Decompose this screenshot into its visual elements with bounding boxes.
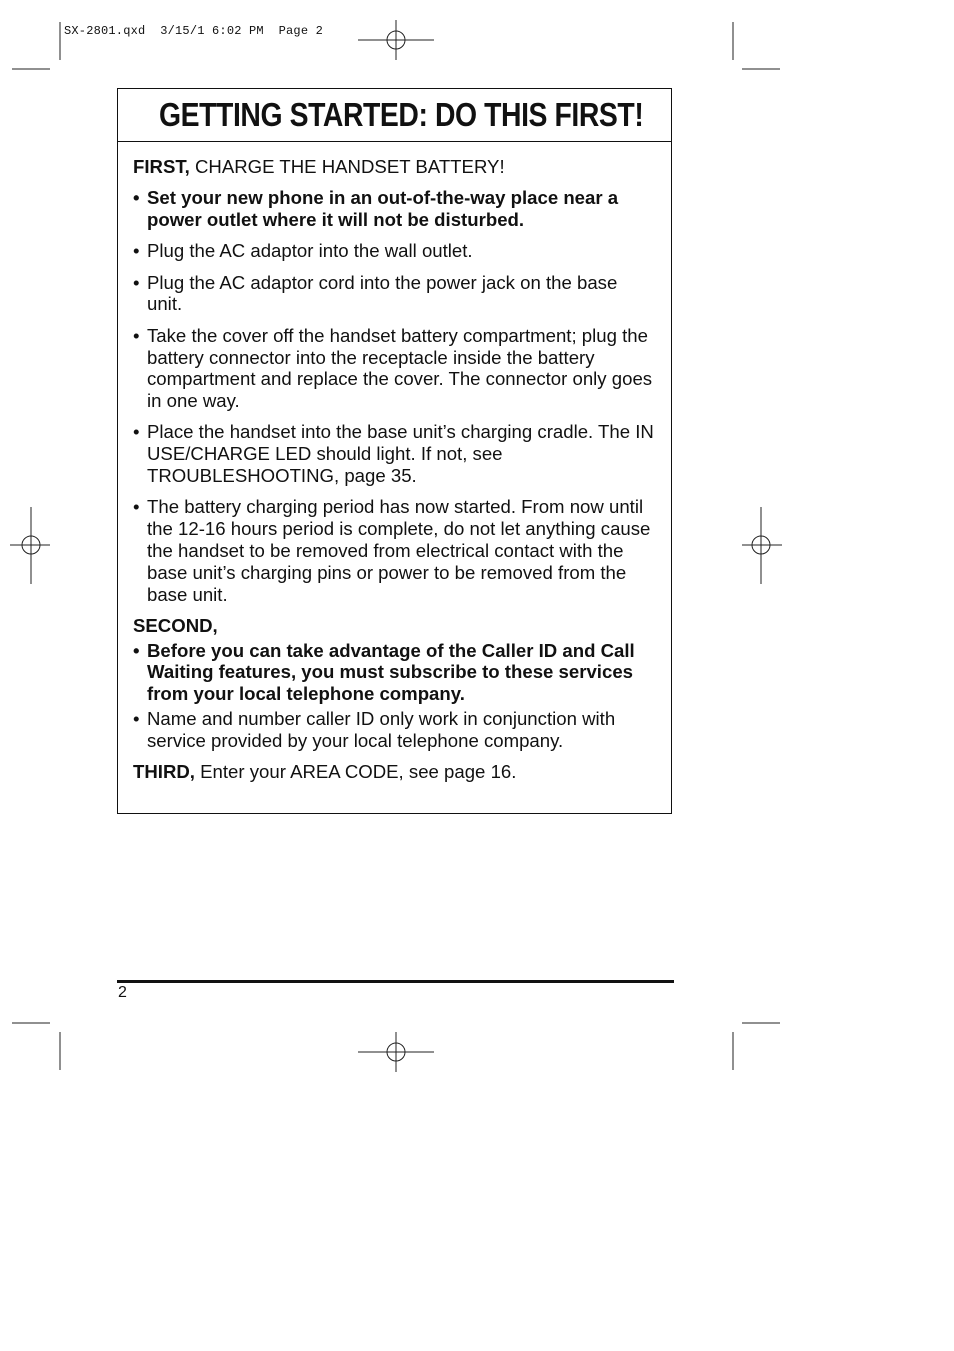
first-bullet-5: Place the handset into the base unit’s charging cradle. The IN USE/CHARGE LED should light. If not, see TROUBLESHOOTING, page 35. xyxy=(147,421,654,487)
first-bullet-6: The battery charging period has now started. From now until the 12-16 hours period is complete, do not let anything cause the handset to be removed from electrical contact with the base unit’s charging pins or power to be removed from the base unit. xyxy=(147,496,651,605)
bullet-glyph: • xyxy=(133,240,140,262)
bullet-glyph: • xyxy=(133,639,140,661)
list-item xyxy=(133,708,657,752)
list-item xyxy=(133,421,657,486)
first-bullet-4: Take the cover off the handset battery compartment; plug the battery connector into the receptacle inside the battery compartment and replace the cover. The connector only goes in one way. xyxy=(147,324,653,412)
bullet-glyph: • xyxy=(133,421,140,443)
first-lead: FIRST, xyxy=(133,156,190,177)
bullet-glyph: • xyxy=(133,496,140,518)
registration-target-right xyxy=(742,507,782,584)
page-title: GETTING STARTED: DO THIS FIRST! xyxy=(159,96,644,133)
list-item xyxy=(133,640,657,705)
bullet-glyph: • xyxy=(133,324,140,346)
third-step-heading xyxy=(133,761,657,783)
first-text: CHARGE THE HANDSET BATTERY! xyxy=(189,156,505,177)
instruction-content xyxy=(118,142,671,783)
first-bullet-2: Plug the AC adaptor into the wall outlet. xyxy=(147,240,473,262)
list-item xyxy=(133,240,657,262)
list-item xyxy=(133,496,657,605)
file-slug: SX-2801.qxd 3/15/1 6:02 PM Page 2 xyxy=(64,24,324,38)
instruction-box xyxy=(117,88,672,814)
third-lead: THIRD, xyxy=(133,761,195,783)
first-step-heading xyxy=(133,156,657,178)
bullet-glyph: • xyxy=(133,708,140,730)
title-bar xyxy=(118,89,671,142)
first-bullet-3: Plug the AC adaptor cord into the power jack on the base unit. xyxy=(147,271,618,315)
bullet-glyph: • xyxy=(133,187,140,209)
second-step-heading: SECOND, xyxy=(133,614,218,636)
second-bullet-1: Before you can take advantage of the Caller ID and Call Waiting features, you must subscribe to these services from your local telephone company. xyxy=(147,639,635,705)
page-number: 2 xyxy=(118,984,127,1001)
list-item xyxy=(133,272,657,316)
second-bullet-2: Name and number caller ID only work in conjunction with service provided by your local telephone company. xyxy=(147,708,616,751)
footer-rule xyxy=(117,980,674,983)
list-item xyxy=(133,187,657,231)
registration-target-bottom xyxy=(358,1032,434,1072)
list-item xyxy=(133,325,657,412)
bullet-glyph: • xyxy=(133,271,140,293)
third-text: Enter your AREA CODE, see page 16. xyxy=(194,761,517,783)
registration-target-left xyxy=(10,507,50,584)
first-bullet-1: Set your new phone in an out-of-the-way place near a power outlet where it will not be disturbed. xyxy=(147,187,619,231)
registration-target-top xyxy=(358,20,434,60)
